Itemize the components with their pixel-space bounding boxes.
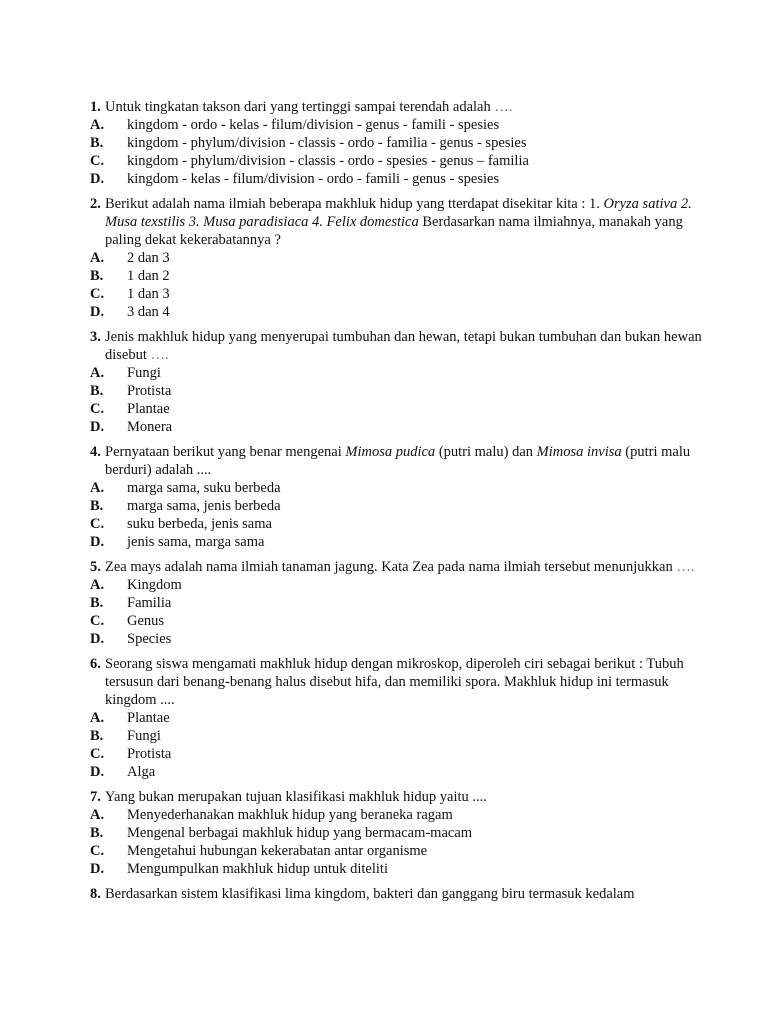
- question-number: 4.: [90, 444, 101, 460]
- question-text-dots: ….: [676, 559, 695, 575]
- question-stem: [90, 443, 710, 479]
- question-number: 2.: [90, 196, 101, 212]
- option-letter: B.: [90, 383, 104, 399]
- option-text: Protista: [127, 746, 172, 762]
- option-c: [90, 842, 710, 860]
- option-letter: C.: [90, 153, 105, 169]
- question-text-italic2: Mimosa invisa: [536, 444, 622, 460]
- option-text: kingdom - ordo - kelas - filum/division - genus - famili - spesies: [127, 117, 500, 133]
- option-text: Alga: [127, 764, 156, 780]
- option-b: [90, 382, 710, 400]
- question-4: [90, 443, 710, 551]
- option-text: Mengetahui hubungan kekerabatan antar organisme: [127, 843, 428, 859]
- option-text: Protista: [127, 383, 172, 399]
- question-number: 6.: [90, 656, 101, 672]
- option-text: 1 dan 2: [127, 268, 170, 284]
- question-text: [105, 655, 710, 709]
- option-letter: A.: [90, 480, 105, 496]
- option-c: [90, 400, 710, 418]
- question-text-text-before: Berikut adalah nama ilmiah beberapa makhluk hidup yang tterdapat disekitar kita : 1.: [105, 196, 604, 212]
- option-text: Menyederhanakan makhluk hidup yang beraneka ragam: [127, 807, 453, 823]
- option-text: 3 dan 4: [127, 304, 170, 320]
- question-stem: [90, 885, 710, 903]
- option-a: [90, 576, 710, 594]
- option-letter: D.: [90, 534, 105, 550]
- option-text: jenis sama, marga sama: [127, 534, 265, 550]
- question-number: 5.: [90, 559, 101, 575]
- option-d: [90, 170, 710, 188]
- option-text: Genus: [127, 613, 165, 629]
- question-text-italic: Oryza sativa 2. Musa texstilis 3. Musa paradisiaca 4. Felix domestica: [105, 196, 692, 230]
- option-b: [90, 824, 710, 842]
- question-number: 8.: [90, 886, 101, 902]
- question-text-text-before: Pernyataan berikut yang benar mengenai: [105, 444, 346, 460]
- question-text-text-before: Berdasarkan sistem klasifikasi lima kingdom, bakteri dan ganggang biru termasuk kedalam: [105, 886, 635, 902]
- question-text: [105, 443, 710, 479]
- question-stem: [90, 328, 710, 364]
- question-stem: [90, 195, 710, 249]
- question-stem: [90, 558, 710, 576]
- option-text: Kingdom: [127, 577, 182, 593]
- question-text: [105, 98, 710, 116]
- option-letter: D.: [90, 171, 105, 187]
- option-letter: A.: [90, 250, 105, 266]
- option-d: [90, 860, 710, 878]
- question-text-dots: ….: [494, 99, 513, 115]
- option-c: [90, 515, 710, 533]
- option-letter: B.: [90, 595, 104, 611]
- option-letter: C.: [90, 843, 105, 859]
- question-text-text-before: Untuk tingkatan takson dari yang tertinggi sampai terendah adalah: [105, 99, 495, 115]
- option-b: [90, 594, 710, 612]
- question-number: 1.: [90, 99, 101, 115]
- question-number: 3.: [90, 329, 101, 345]
- question-number: 7.: [90, 789, 101, 805]
- option-text: Familia: [127, 595, 172, 611]
- question-1: [90, 98, 710, 188]
- option-c: [90, 285, 710, 303]
- option-letter: A.: [90, 577, 105, 593]
- question-text: [105, 195, 710, 249]
- option-letter: D.: [90, 764, 105, 780]
- question-text-text-before: Jenis makhluk hidup yang menyerupai tumbuhan dan hewan, tetapi bukan tumbuhan dan bukan hewan disebut: [105, 329, 702, 363]
- question-3: [90, 328, 710, 436]
- option-letter: B.: [90, 268, 104, 284]
- option-letter: A.: [90, 807, 105, 823]
- option-text: Mengumpulkan makhluk hidup untuk diteliti: [127, 861, 388, 877]
- option-letter: C.: [90, 613, 105, 629]
- option-a: [90, 116, 710, 134]
- option-letter: C.: [90, 401, 105, 417]
- option-letter: B.: [90, 135, 104, 151]
- option-letter: B.: [90, 825, 104, 841]
- question-text-text-mid: (putri malu) dan: [435, 444, 537, 460]
- option-text: Plantae: [127, 401, 170, 417]
- question-text-text-before: Zea mays adalah nama ilmiah tanaman jagung. Kata Zea pada nama ilmiah tersebut menunjukkan: [105, 559, 677, 575]
- option-d: [90, 418, 710, 436]
- option-text: marga sama, jenis berbeda: [127, 498, 281, 514]
- option-text: 1 dan 3: [127, 286, 170, 302]
- option-letter: A.: [90, 117, 105, 133]
- option-text: suku berbeda, jenis sama: [127, 516, 272, 532]
- option-text: Species: [127, 631, 172, 647]
- question-stem: [90, 98, 710, 116]
- question-text: [105, 328, 710, 364]
- question-text-italic: Mimosa pudica: [345, 444, 436, 460]
- question-text-dots: ….: [150, 347, 169, 363]
- option-letter: D.: [90, 304, 105, 320]
- question-7: [90, 788, 710, 878]
- question-text-text-before: Seorang siswa mengamati makhluk hidup dengan mikroskop, diperoleh ciri sebagai berikut : Tubuh tersusun dari benang-benang halus disebut hifa, dan memiliki spora. Makhluk hidup ini termasuk kingdom ....: [105, 656, 684, 708]
- option-text: Plantae: [127, 710, 170, 726]
- option-b: [90, 497, 710, 515]
- question-text: [105, 788, 710, 806]
- question-text-text-before: Yang bukan merupakan tujuan klasifikasi makhluk hidup yaitu ....: [105, 789, 487, 805]
- question-6: [90, 655, 710, 781]
- option-text: marga sama, suku berbeda: [127, 480, 281, 496]
- question-8: [90, 885, 710, 903]
- question-text: [105, 885, 710, 903]
- question-2: [90, 195, 710, 321]
- option-c: [90, 745, 710, 763]
- option-letter: A.: [90, 710, 105, 726]
- option-b: [90, 727, 710, 745]
- option-text: kingdom - phylum/division - classis - ordo - familia - genus - spesies: [127, 135, 527, 151]
- option-letter: D.: [90, 861, 105, 877]
- option-text: kingdom - phylum/division - classis - ordo - spesies - genus – familia: [127, 153, 529, 169]
- option-letter: A.: [90, 365, 105, 381]
- option-text: Fungi: [127, 365, 161, 381]
- option-a: [90, 709, 710, 727]
- option-a: [90, 249, 710, 267]
- option-d: [90, 303, 710, 321]
- option-a: [90, 364, 710, 382]
- option-text: kingdom - kelas - filum/division - ordo - famili - genus - spesies: [127, 171, 500, 187]
- option-b: [90, 267, 710, 285]
- document-page: [90, 98, 710, 910]
- option-letter: D.: [90, 631, 105, 647]
- option-d: [90, 630, 710, 648]
- option-letter: D.: [90, 419, 105, 435]
- question-stem: [90, 788, 710, 806]
- option-text: Mengenal berbagai makhluk hidup yang bermacam-macam: [127, 825, 473, 841]
- option-d: [90, 763, 710, 781]
- option-letter: B.: [90, 498, 104, 514]
- option-c: [90, 152, 710, 170]
- option-a: [90, 479, 710, 497]
- question-text-text-after: (putri malu berduri) adalah ....: [105, 444, 691, 478]
- option-letter: C.: [90, 746, 105, 762]
- option-letter: C.: [90, 286, 105, 302]
- option-letter: C.: [90, 516, 105, 532]
- option-a: [90, 806, 710, 824]
- option-b: [90, 134, 710, 152]
- question-text-text-after: Berdasarkan nama ilmiahnya, manakah yang paling dekat kekerabatannya ?: [105, 214, 683, 248]
- question-stem: [90, 655, 710, 709]
- option-c: [90, 612, 710, 630]
- option-text: Monera: [127, 419, 173, 435]
- option-text: Fungi: [127, 728, 161, 744]
- option-d: [90, 533, 710, 551]
- question-5: [90, 558, 710, 648]
- question-text: [105, 558, 710, 576]
- option-letter: B.: [90, 728, 104, 744]
- option-text: 2 dan 3: [127, 250, 170, 266]
